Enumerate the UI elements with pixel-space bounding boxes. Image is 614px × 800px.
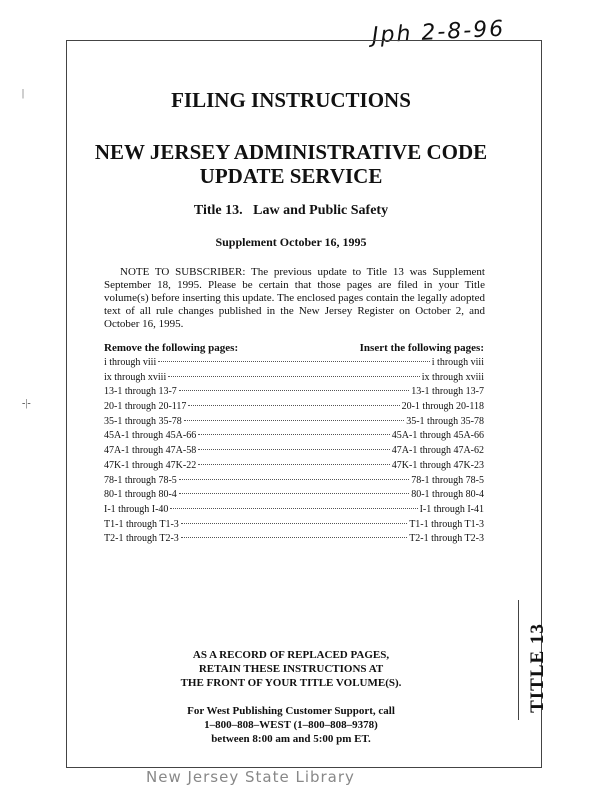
insert-pages: T1-1 through T1-3 <box>409 518 484 530</box>
page-row <box>104 401 484 416</box>
page-row <box>104 519 484 534</box>
code-title-line2: UPDATE SERVICE <box>199 164 383 188</box>
dot-leader <box>168 376 420 377</box>
page-row <box>104 386 484 401</box>
support-line2: 1–800–808–WEST (1–800–808–9378) <box>204 719 378 731</box>
insert-pages: ix through xviii <box>421 371 484 383</box>
subscriber-note: NOTE TO SUBSCRIBER: The previous update to Title 13 was Supplement September 18, 1995. Please be certain that those pages are filed in your Title volume(s) before inserting this update. The enclosed pages contain the legally adopted text of all rule changes published in the New Jersey Register on October 2, and October 16, 1995. <box>104 266 485 330</box>
record-instructions <box>66 648 516 690</box>
page-row <box>104 416 484 431</box>
dot-leader <box>170 508 417 509</box>
remove-pages: T1-1 through T1-3 <box>104 518 179 530</box>
customer-support <box>66 704 516 746</box>
remove-pages: T2-1 through T2-3 <box>104 533 179 545</box>
remove-pages: 80-1 through 80-4 <box>104 489 177 501</box>
dot-leader <box>198 464 390 465</box>
page-list <box>104 357 484 548</box>
page-row <box>104 372 484 387</box>
insert-pages: T2-1 through T2-3 <box>409 533 484 545</box>
page-row <box>104 460 484 475</box>
handwritten-date-note: Jph 2-8-96 <box>371 16 506 49</box>
insert-pages: 47A-1 through 47A-62 <box>391 445 484 457</box>
remove-pages: 13-1 through 13-7 <box>104 386 177 398</box>
dot-leader <box>181 537 407 538</box>
dot-leader <box>179 479 409 480</box>
remove-pages: 45A-1 through 45A-66 <box>104 430 197 442</box>
remove-column-header: Remove the following pages: <box>104 342 239 354</box>
insert-pages: 20-1 through 20-118 <box>401 401 484 413</box>
remove-pages: 47K-1 through 47K-22 <box>104 459 197 471</box>
insert-pages: 13-1 through 13-7 <box>411 386 484 398</box>
code-title <box>66 140 516 188</box>
title-name: Title 13. Law and Public Safety <box>193 203 389 218</box>
remove-pages: 47A-1 through 47A-58 <box>104 445 197 457</box>
dot-leader <box>181 523 407 524</box>
library-stamp: New Jersey State Library <box>146 768 355 786</box>
dot-leader <box>188 405 399 406</box>
page-row <box>104 445 484 460</box>
insert-column-header: Insert the following pages: <box>359 342 484 354</box>
insert-pages: 80-1 through 80-4 <box>411 489 484 501</box>
remove-pages: 20-1 through 20-117 <box>104 401 187 413</box>
record-line3: THE FRONT OF YOUR TITLE VOLUME(S). <box>180 677 402 689</box>
insert-pages: 35-1 through 35-78 <box>406 415 484 427</box>
support-line1: For West Publishing Customer Support, call <box>187 705 395 717</box>
side-tab-label: TITLE 13 <box>527 623 548 713</box>
dot-leader <box>179 390 409 391</box>
record-line2: RETAIN THESE INSTRUCTIONS AT <box>198 663 384 675</box>
support-line3: between 8:00 am and 5:00 pm ET. <box>211 733 371 745</box>
insert-pages: 45A-1 through 45A-66 <box>391 430 484 442</box>
insert-pages: 78-1 through 78-5 <box>411 474 484 486</box>
remove-pages: I-1 through I-40 <box>104 503 169 515</box>
dot-leader <box>198 449 390 450</box>
insert-pages: 47K-1 through 47K-23 <box>391 459 484 471</box>
document-title: FILING INSTRUCTIONS <box>171 88 411 112</box>
page-row <box>104 504 484 519</box>
supplement-date: Supplement October 16, 1995 <box>215 235 367 249</box>
remove-pages: 78-1 through 78-5 <box>104 474 177 486</box>
remove-pages: i through viii <box>104 357 157 368</box>
page-row <box>104 475 484 490</box>
margin-mark: -|- <box>22 398 31 409</box>
margin-mark: | <box>22 88 25 99</box>
code-title-line1: NEW JERSEY ADMINISTRATIVE CODE <box>94 140 488 164</box>
dot-leader <box>198 434 390 435</box>
insert-pages: i through viii <box>431 357 484 368</box>
page-row <box>104 357 484 372</box>
dot-leader <box>158 361 430 362</box>
record-line1: AS A RECORD OF REPLACED PAGES, <box>192 649 390 661</box>
dot-leader <box>179 493 409 494</box>
dot-leader <box>184 420 404 421</box>
page-row <box>104 489 484 504</box>
insert-pages: I-1 through I-41 <box>419 503 484 515</box>
page-row <box>104 533 484 548</box>
remove-pages: 35-1 through 35-78 <box>104 415 182 427</box>
remove-pages: ix through xviii <box>104 371 167 383</box>
page-row <box>104 430 484 445</box>
